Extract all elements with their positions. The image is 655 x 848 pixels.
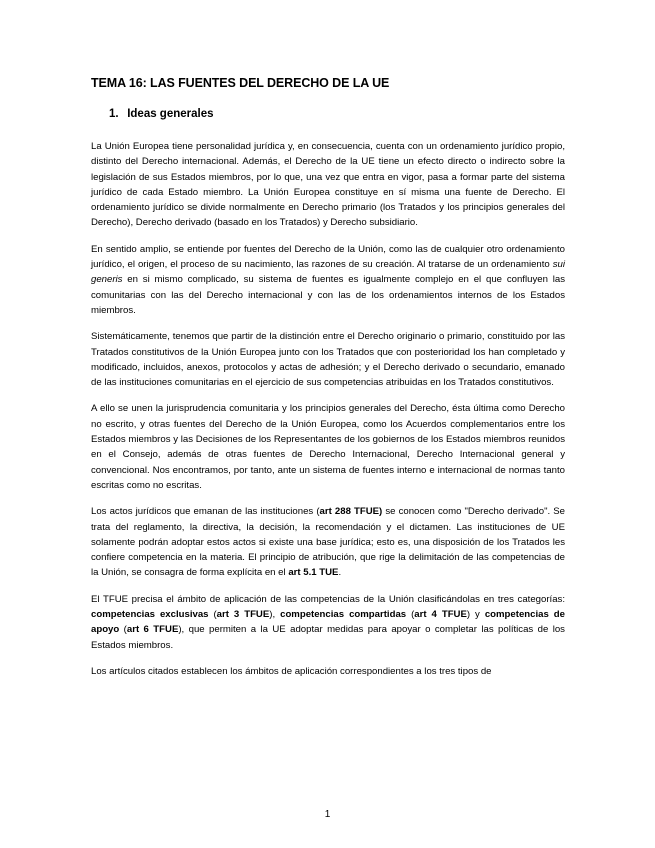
paragraph-2 bbox=[91, 242, 565, 318]
paragraph-5-bold-a: art 288 TFUE) bbox=[319, 506, 383, 518]
paragraph-6-text-c: ), bbox=[269, 609, 281, 621]
paragraph-5-text-b: se conocen como "Derecho derivado". Se trata del reglamento, la directiva, la decisión, la recomendación y el dictamen. Las instituciones de UE solamente podrán adoptar estos actos si existe una base jurídica; esto es, una disposición de los Tratados les confiere competencia en la materia. El principio de atribución, que rige la delimitación de las competencias de la Unión, se consagra de forma explícita en el bbox=[91, 506, 565, 579]
paragraph-3: Sistemáticamente, tenemos que partir de la distinción entre el Derecho originario o primario, constituido por las Tratados constitutivos de la Unión Europea junto con los Tratados que con posterioridad los han completado y modificado, incluidos, anexos, protocolos y actas de adhesión; y el Derecho derivado o secundario, emanado de las instituciones comunitarias en el ejercicio de sus competencias atribuidas en los Tratados constitutivos. bbox=[91, 331, 565, 389]
paragraph-5 bbox=[91, 504, 565, 580]
paragraph-6-bold-f: art 6 TFUE bbox=[126, 624, 179, 636]
paragraph-4: A ello se unen la jurisprudencia comunitaria y los principios generales del Derecho, ésta última como Derecho no escrito, y otras fuentes del Derecho de la Unión Europea, como los Acuerdos complementarios entre los Estados miembros y las Decisiones de los Representantes de los gobiernos de los Estados miembros reunidos en el Consejo, además de otras fuentes de Derecho Internacional, Derecho Internacional general y convencional. Nos encontramos, por tanto, ante un sistema de fuentes interno e internacional de normas tanto escritas como no escritas. bbox=[91, 403, 565, 491]
paragraph-6-bold-a: competencias exclusivas bbox=[91, 609, 209, 621]
page-content bbox=[91, 76, 565, 690]
document-title: TEMA 16: LAS FUENTES DEL DERECHO DE LA UE bbox=[91, 76, 390, 90]
paragraph-6-bold-e: competencias de apoyo bbox=[91, 609, 565, 636]
paragraph-7: Los artículos citados establecen los ámbitos de aplicación correspondientes a los tres tipos de bbox=[91, 665, 492, 677]
paragraph-6-text-b: ( bbox=[208, 609, 217, 621]
paragraph-2-italic: sui generis bbox=[91, 259, 565, 286]
paragraph-6-bold-b: art 3 TFUE bbox=[216, 609, 270, 621]
paragraph-5-text-c: . bbox=[338, 567, 342, 579]
page-number: 1 bbox=[324, 809, 331, 820]
paragraph-2-text-a: En sentido amplio, se entiende por fuentes del Derecho de la Unión, como las de cualquier otro ordenamiento jurídico, el origen, el proceso de su nacimiento, las razones de su creación. Al tratarse de un ordenamiento bbox=[91, 243, 565, 271]
paragraph-1: La Unión Europea tiene personalidad jurídica y, en consecuencia, cuenta con un ordenamiento jurídico propio, distinto del Derecho internacional. Además, el Derecho de la UE tiene un efecto directo o indirecto sobre la legislación de sus Estados miembros, por lo que, una vez que entra en vigor, pasa a formar parte del sistema jurídico de cada Estado miembro. La Unión Europea constituye en sí misma una fuente de Derecho. El ordenamiento jurídico se divide normalmente en Derecho primario (los Tratados y los principios generales del Derecho), Derecho derivado (basado en los Tratados) y Derecho subsidiario. bbox=[91, 141, 565, 229]
paragraph-2-text-b: en si mismo complicado, su sistema de fuentes es igualmente complejo en el que confluyen las comunitarias con las del Derecho internacional y con las de los ordenamientos internos de los Estados miembros. bbox=[91, 274, 565, 316]
paragraph-6-text-d: ( bbox=[406, 609, 415, 621]
section-label: Ideas generales bbox=[127, 108, 214, 120]
paragraph-6-text-a: El TFUE precisa el ámbito de aplicación de las competencias de la Unión clasificándolas en tres categorías: bbox=[91, 593, 565, 605]
paragraph-5-text-a: Los actos jurídicos que emanan de las instituciones ( bbox=[91, 506, 320, 518]
paragraph-5-bold-b: art 5.1 TUE bbox=[288, 567, 339, 579]
paragraph-6-text-e: ) y bbox=[466, 609, 485, 621]
section-number: 1. bbox=[109, 108, 119, 120]
paragraph-6-bold-d: art 4 TFUE bbox=[414, 609, 467, 621]
section-heading bbox=[109, 108, 565, 120]
paragraph-6-text-f: ( bbox=[119, 624, 127, 636]
paragraph-6-bold-c: competencias compartidas bbox=[280, 609, 407, 621]
paragraph-6-text-g: ), que permiten a la UE adoptar medidas para apoyar o completar las políticas de los Estados miembros. bbox=[91, 624, 565, 651]
paragraph-6 bbox=[91, 592, 565, 653]
